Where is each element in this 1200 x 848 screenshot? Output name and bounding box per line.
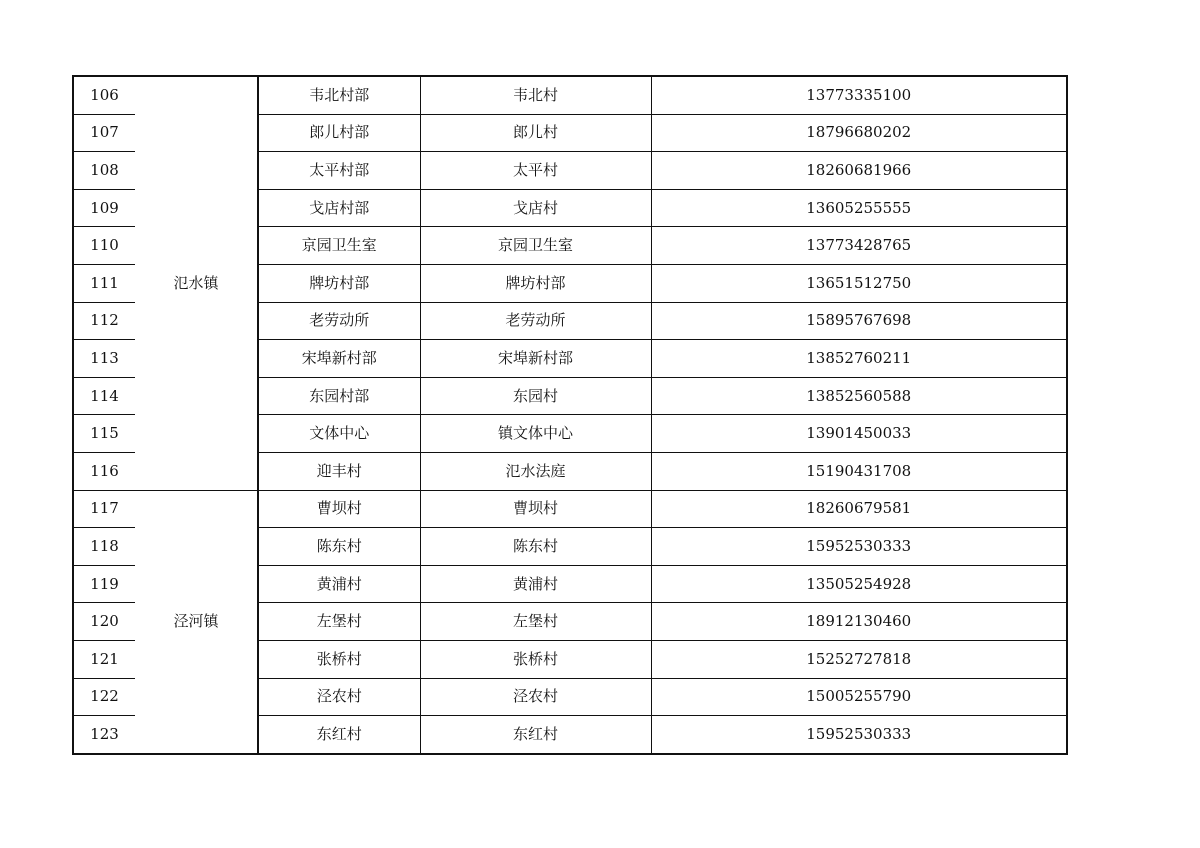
row-number: 114 — [73, 377, 135, 415]
phone-number: 15895767698 — [651, 302, 1067, 340]
row-number: 117 — [73, 490, 135, 528]
town-name: 泾河镇 — [135, 490, 258, 754]
row-number: 119 — [73, 565, 135, 603]
location-name: 陈东村 — [420, 528, 651, 566]
phone-number: 15190431708 — [651, 452, 1067, 490]
phone-number: 15005255790 — [651, 678, 1067, 716]
location-name: 韦北村 — [420, 76, 651, 114]
row-number: 113 — [73, 340, 135, 378]
organization-name: 张桥村 — [258, 640, 420, 678]
organization-name: 迎丰村 — [258, 452, 420, 490]
phone-number: 15252727818 — [651, 640, 1067, 678]
organization-name: 曹坝村 — [258, 490, 420, 528]
row-number: 120 — [73, 603, 135, 641]
contact-table — [72, 75, 1068, 755]
location-name: 张桥村 — [420, 640, 651, 678]
phone-number: 13773335100 — [651, 76, 1067, 114]
row-number: 112 — [73, 302, 135, 340]
location-name: 左堡村 — [420, 603, 651, 641]
organization-name: 陈东村 — [258, 528, 420, 566]
phone-number: 15952530333 — [651, 528, 1067, 566]
organization-name: 牌坊村部 — [258, 264, 420, 302]
location-name: 京园卫生室 — [420, 227, 651, 265]
row-number: 122 — [73, 678, 135, 716]
organization-name: 东园村部 — [258, 377, 420, 415]
location-name: 镇文体中心 — [420, 415, 651, 453]
row-number: 116 — [73, 452, 135, 490]
phone-number: 13901450033 — [651, 415, 1067, 453]
phone-number: 13505254928 — [651, 565, 1067, 603]
phone-number: 18260681966 — [651, 152, 1067, 190]
town-name: 氾水镇 — [135, 76, 258, 490]
organization-name: 宋埠新村部 — [258, 340, 420, 378]
phone-number: 13773428765 — [651, 227, 1067, 265]
location-name: 泾农村 — [420, 678, 651, 716]
location-name: 氾水法庭 — [420, 452, 651, 490]
row-number: 118 — [73, 528, 135, 566]
phone-number: 18912130460 — [651, 603, 1067, 641]
organization-name: 泾农村 — [258, 678, 420, 716]
row-number: 107 — [73, 114, 135, 152]
organization-name: 老劳动所 — [258, 302, 420, 340]
phone-number: 13852560588 — [651, 377, 1067, 415]
location-name: 牌坊村部 — [420, 264, 651, 302]
organization-name: 京园卫生室 — [258, 227, 420, 265]
organization-name: 韦北村部 — [258, 76, 420, 114]
location-name: 东园村 — [420, 377, 651, 415]
phone-number: 13605255555 — [651, 189, 1067, 227]
organization-name: 戈店村部 — [258, 189, 420, 227]
row-number: 109 — [73, 189, 135, 227]
organization-name: 太平村部 — [258, 152, 420, 190]
row-number: 111 — [73, 264, 135, 302]
phone-number: 13651512750 — [651, 264, 1067, 302]
phone-number: 18260679581 — [651, 490, 1067, 528]
organization-name: 文体中心 — [258, 415, 420, 453]
organization-name: 东红村 — [258, 716, 420, 754]
phone-number: 13852760211 — [651, 340, 1067, 378]
location-name: 黄浦村 — [420, 565, 651, 603]
location-name: 郎儿村 — [420, 114, 651, 152]
location-name: 宋埠新村部 — [420, 340, 651, 378]
organization-name: 黄浦村 — [258, 565, 420, 603]
phone-number: 15952530333 — [651, 716, 1067, 754]
location-name: 曹坝村 — [420, 490, 651, 528]
location-name: 太平村 — [420, 152, 651, 190]
row-number: 108 — [73, 152, 135, 190]
row-number: 106 — [73, 76, 135, 114]
table-row — [73, 76, 1067, 114]
organization-name: 郎儿村部 — [258, 114, 420, 152]
row-number: 123 — [73, 716, 135, 754]
location-name: 东红村 — [420, 716, 651, 754]
contact-table-body — [73, 76, 1067, 754]
row-number: 121 — [73, 640, 135, 678]
table-row — [73, 490, 1067, 528]
row-number: 110 — [73, 227, 135, 265]
location-name: 老劳动所 — [420, 302, 651, 340]
phone-number: 18796680202 — [651, 114, 1067, 152]
row-number: 115 — [73, 415, 135, 453]
organization-name: 左堡村 — [258, 603, 420, 641]
location-name: 戈店村 — [420, 189, 651, 227]
